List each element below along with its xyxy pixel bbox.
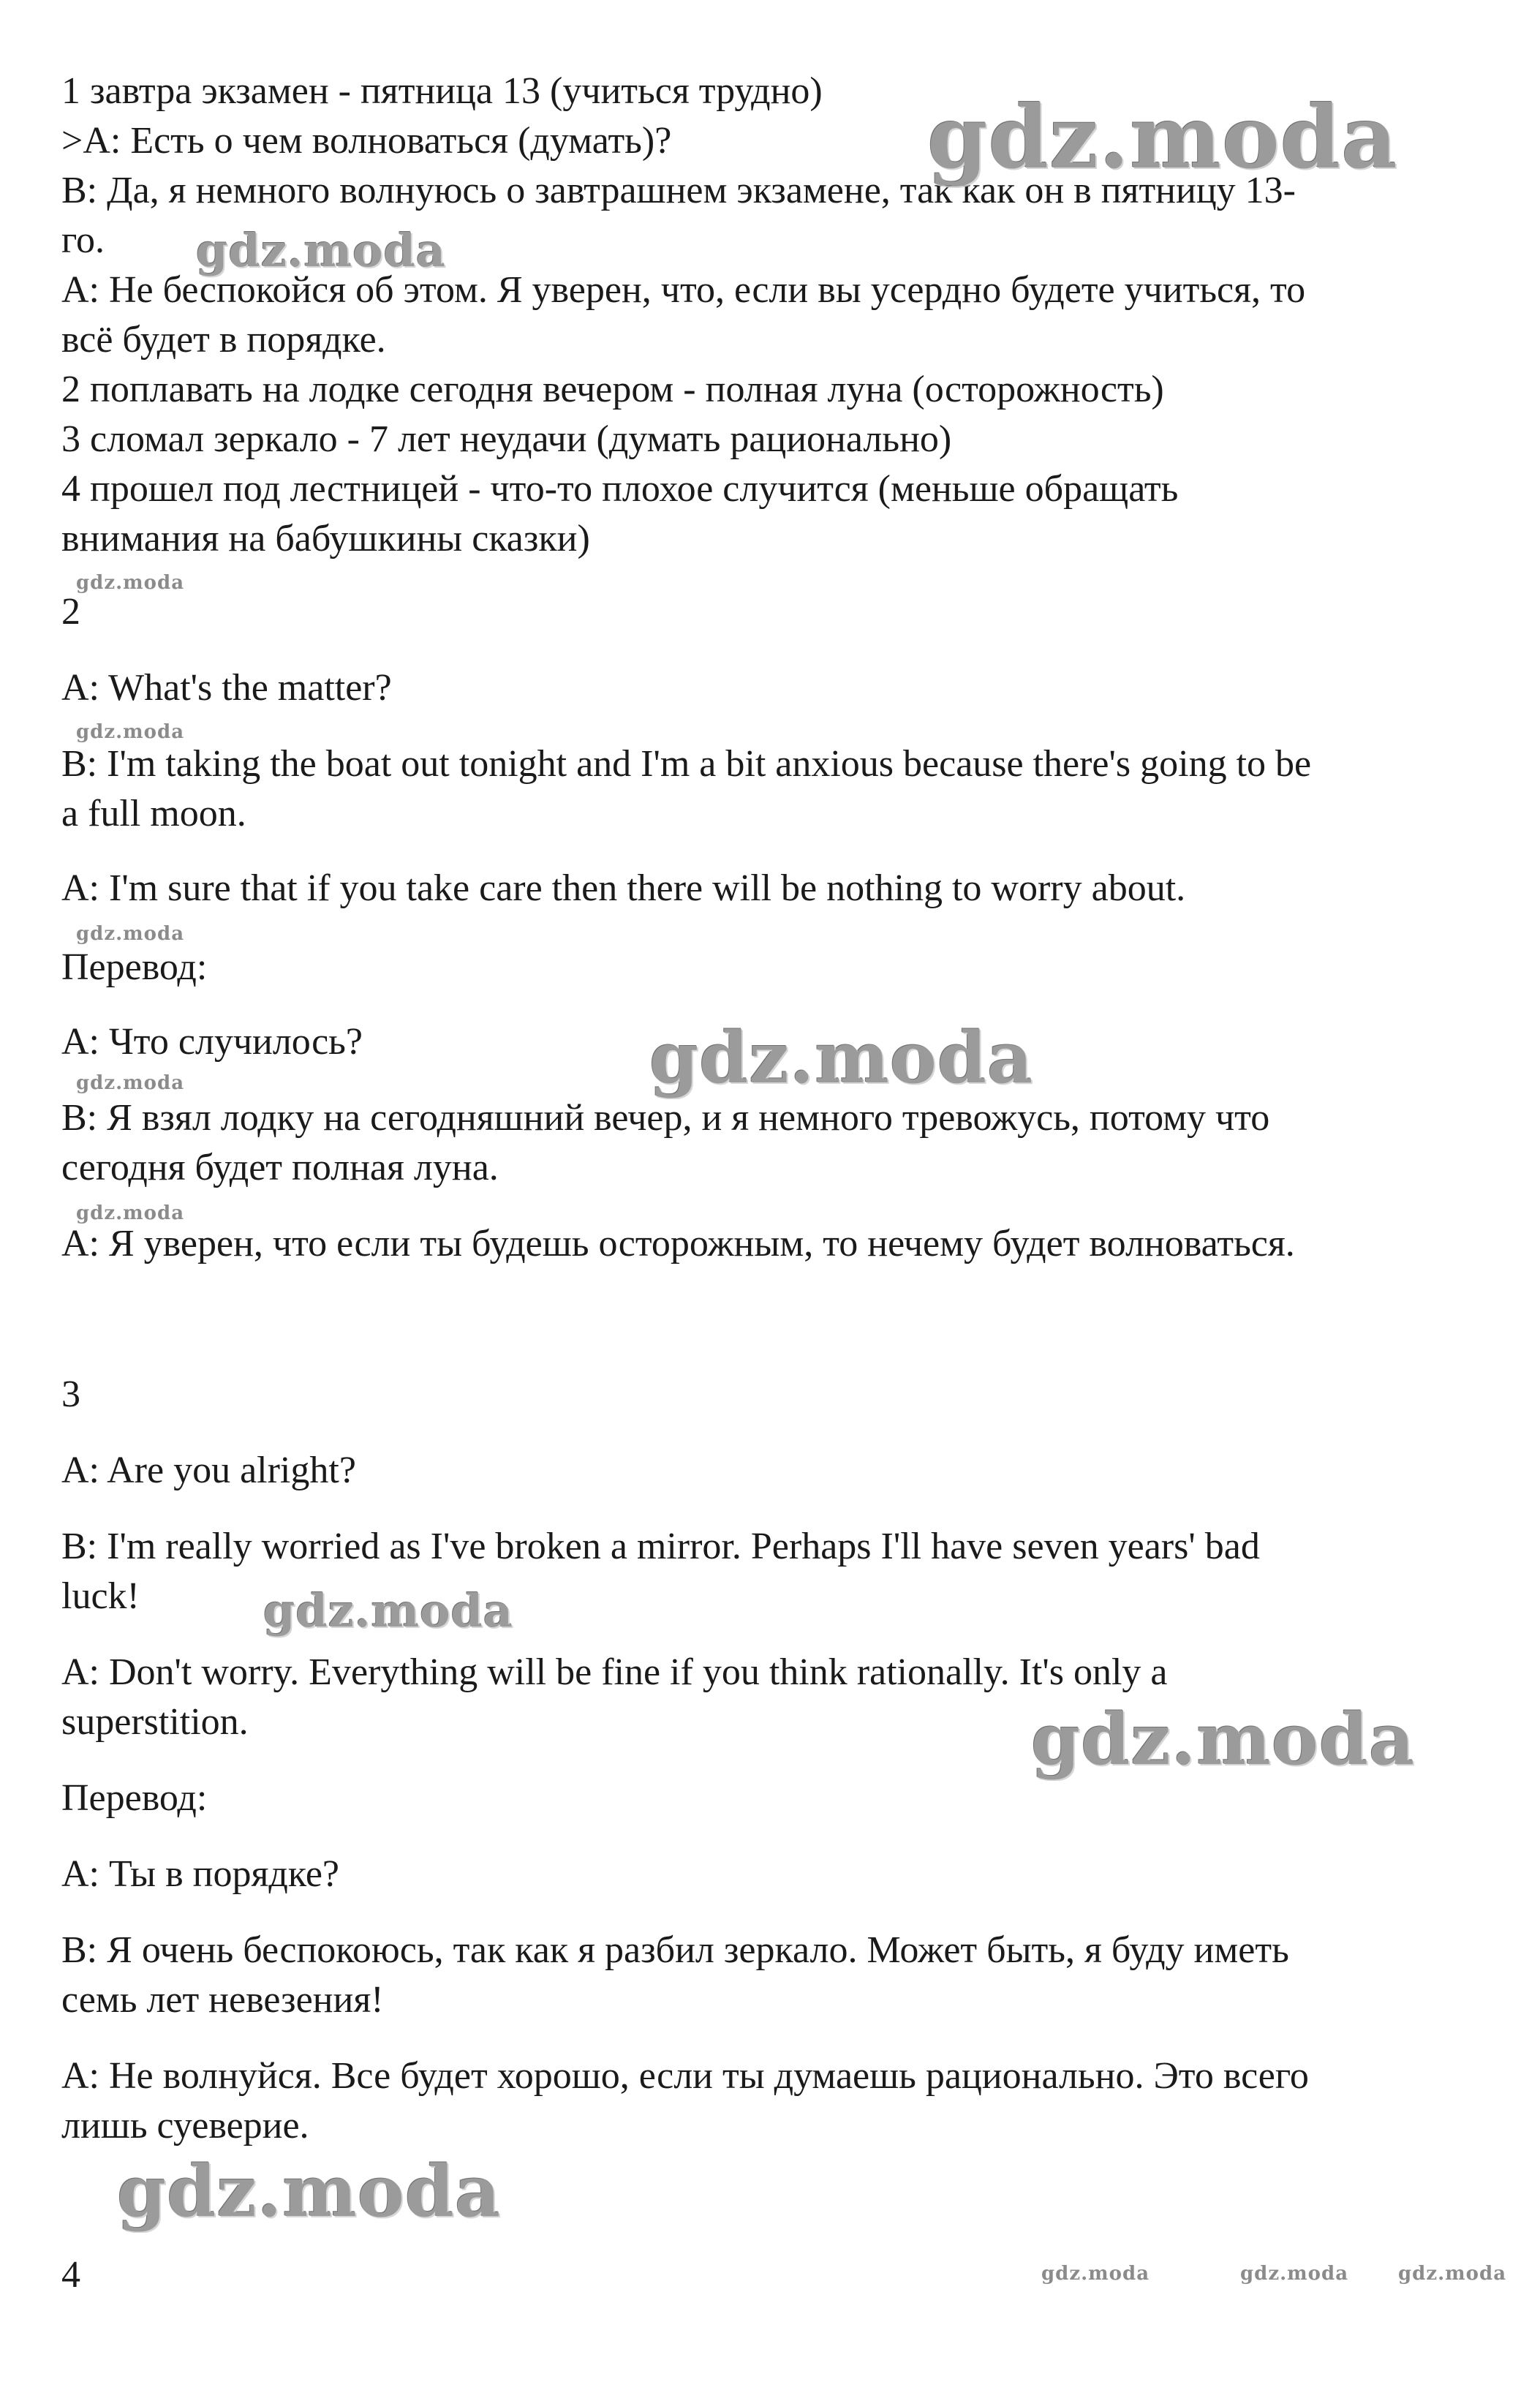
text-line: A: Are you alright? [61, 1450, 356, 1491]
text-line: А: Ты в порядке? [61, 1853, 339, 1895]
text-line: всё будет в порядке. [61, 319, 386, 361]
text-line: 2 поплавать на лодке сегодня вечером - полная луна (осторожность) [61, 369, 1164, 410]
text-line: Перевод: [61, 1777, 208, 1819]
text-line: А: Не беспокойся об этом. Я уверен, что, если вы усердно будете учиться, то [61, 269, 1306, 311]
watermark: gdz.moda [263, 1584, 513, 1637]
text-line: В: Я очень беспокоюсь, так как я разбил зеркало. Может быть, я буду иметь [61, 1929, 1289, 1971]
text-line: >А: Есть о чем волноваться (думать)? [61, 120, 672, 162]
watermark: gdz.moda [649, 1017, 1034, 1099]
text-line: В: Я взял лодку на сегодняшний вечер, и я немного тревожусь, потому что [61, 1097, 1270, 1139]
text-line: a full moon. [61, 793, 246, 834]
watermark: gdz.moda [76, 1072, 185, 1094]
text-line: го. [61, 219, 105, 261]
watermark: gdz.moda [76, 572, 185, 594]
text-line: A: I'm sure that if you take care then there will be nothing to worry about. [61, 867, 1186, 909]
text-line: A: What's the matter? [61, 667, 392, 709]
watermark: gdz.moda [1041, 2263, 1150, 2285]
text-line: А: Я уверен, что если ты будешь осторожным, то нечему будет волноваться. [61, 1223, 1295, 1264]
text-line: внимания на бабушкины сказки) [61, 518, 590, 559]
text-line: А: Не волнуйся. Все будет хорошо, если ты думаешь рационально. Это всего [61, 2055, 1309, 2097]
watermark: gdz.moda [927, 86, 1398, 188]
text-line: сегодня будет полная луна. [61, 1147, 499, 1188]
text-line: luck! [61, 1575, 140, 1617]
section-number: 2 [61, 591, 80, 633]
watermark: gdz.moda [1240, 2263, 1349, 2285]
watermark: gdz.moda [76, 923, 185, 945]
text-line: А: Что случилось? [61, 1021, 363, 1063]
text-line: superstition. [61, 1701, 249, 1743]
text-line: B: I'm really worried as I've broken a mirror. Perhaps I'll have seven years' bad [61, 1526, 1260, 1567]
text-line: 3 сломал зеркало - 7 лет неудачи (думать рационально) [61, 418, 952, 460]
watermark: gdz.moda [196, 224, 446, 277]
text-line: семь лет невезения! [61, 1979, 384, 2021]
watermark: gdz.moda [1398, 2263, 1507, 2285]
section-number: 3 [61, 1373, 80, 1415]
text-line: A: Don't worry. Everything will be fine if you think rationally. It's only a [61, 1651, 1168, 1693]
text-line: лишь суеверие. [61, 2105, 309, 2146]
text-line: 4 прошел под лестницей - что-то плохое случится (меньше обращать [61, 468, 1179, 510]
text-line: В: Да, я немного волнуюсь о завтрашнем экзамене, так как он в пятницу 13- [61, 170, 1296, 211]
text-line: 1 завтра экзамен - пятница 13 (учиться трудно) [61, 70, 823, 112]
text-line: B: I'm taking the boat out tonight and I'm a bit anxious because there's going to be [61, 743, 1312, 785]
section-number: 4 [61, 2254, 80, 2296]
text-line: Перевод: [61, 946, 208, 988]
watermark: gdz.moda [76, 721, 185, 743]
watermark: gdz.moda [76, 1202, 185, 1224]
watermark: gdz.moda [1031, 1698, 1416, 1781]
watermark: gdz.moda [117, 2150, 502, 2233]
